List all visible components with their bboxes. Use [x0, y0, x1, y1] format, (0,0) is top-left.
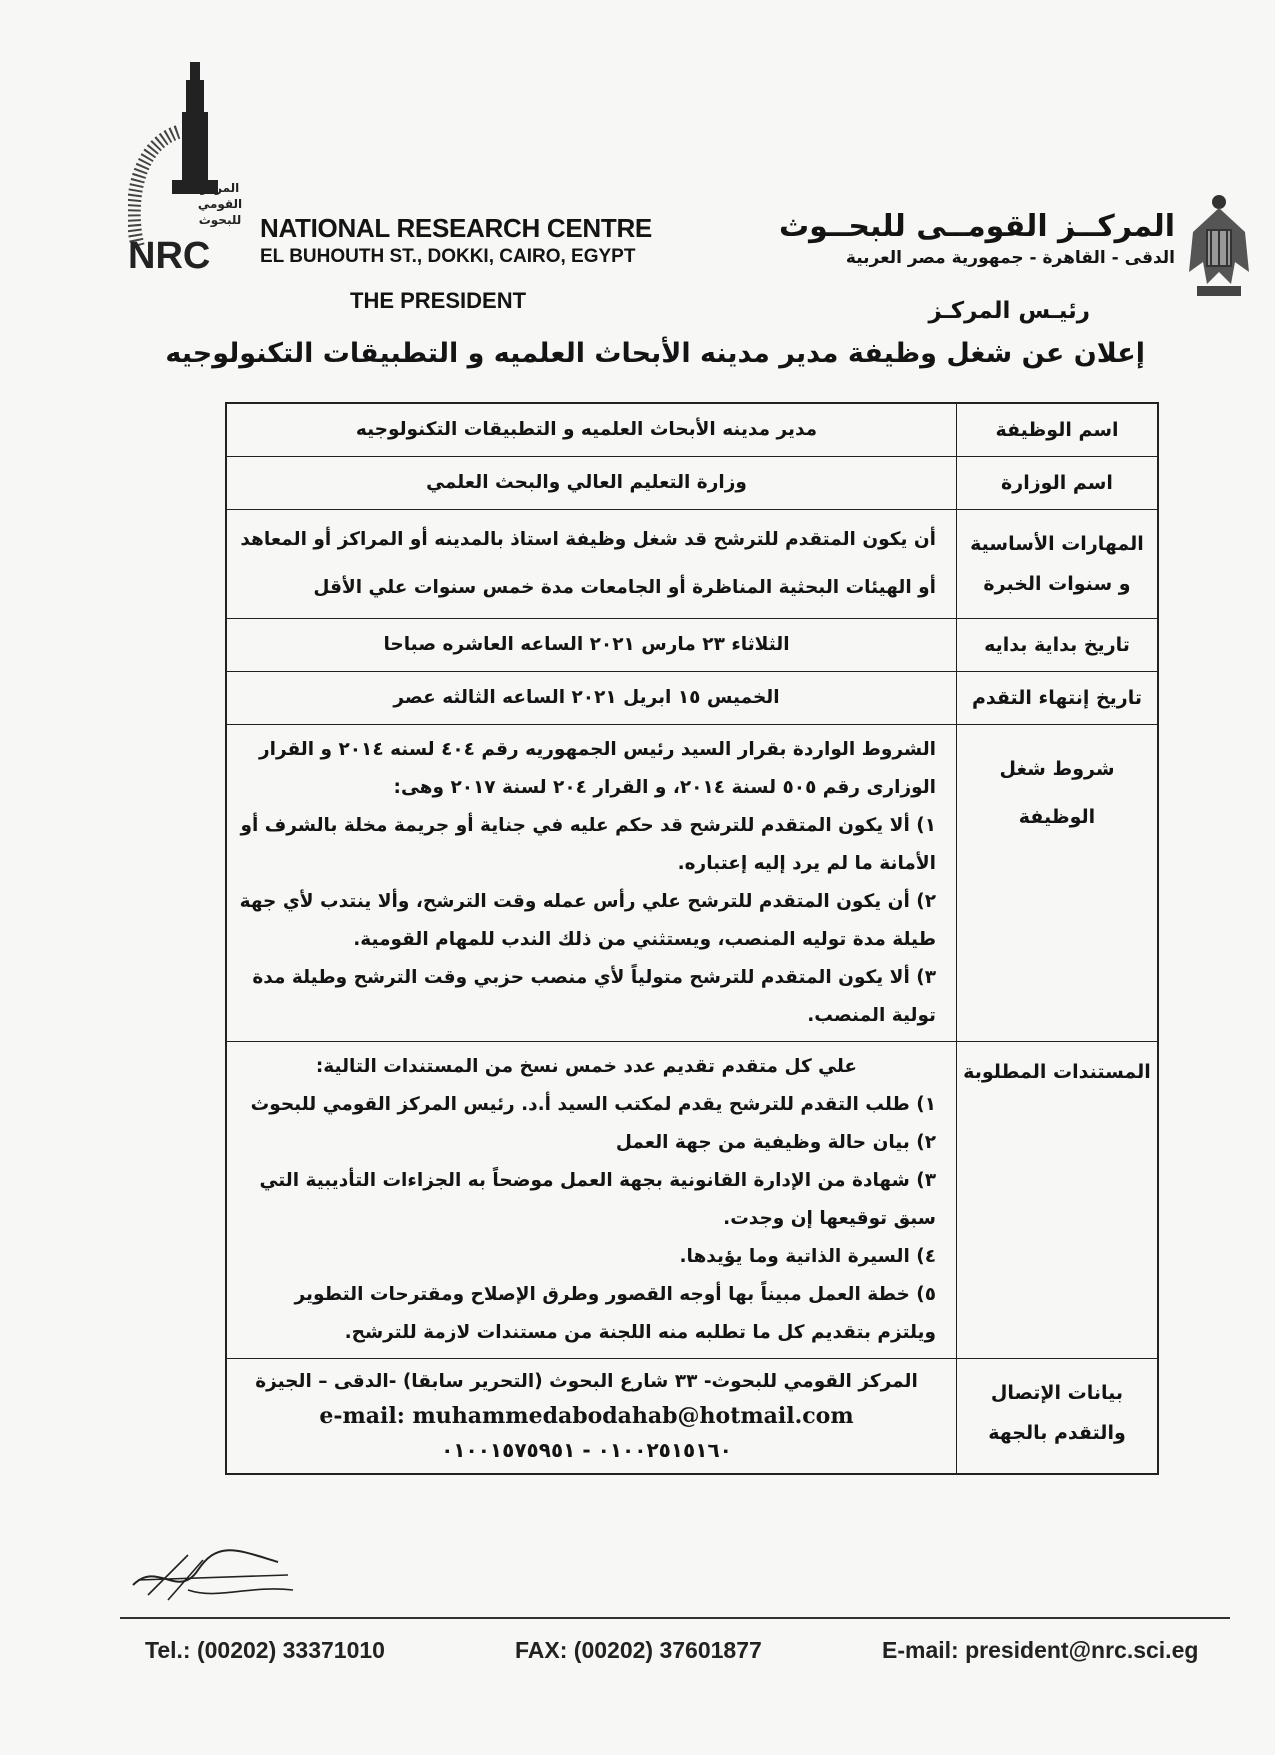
- documents-item-5: ٥) خطة العمل مبيناً بها أوجه القصور وطرق الإصلاح ومقترحات التطوير ويلتزم بتقديم كل ما تطلبه منه اللجنة من مستندات لازمة للترشح.: [294, 1284, 936, 1343]
- nrc-logo: [128, 62, 246, 270]
- value-ministry: وزارة التعليم العالي والبحث العلمي: [226, 457, 957, 510]
- logo-text-2: القومي: [197, 197, 243, 211]
- ar-header: [755, 210, 1175, 272]
- signature: [128, 1540, 298, 1610]
- label-documents: المستندات المطلوبة: [957, 1042, 1159, 1359]
- eagle-emblem-icon: [1183, 192, 1255, 300]
- value-end-date: الخميس ١٥ ابريل ٢٠٢١ الساعه الثالثه عصر: [226, 672, 957, 725]
- label-start-date: تاريخ بداية بدايه: [957, 619, 1159, 672]
- documents-item-4: ٤) السيرة الذاتية وما يؤيدها.: [679, 1246, 936, 1267]
- logo-acronym: NRC: [128, 235, 211, 270]
- documents-item-2: ٢) بيان حالة وظيفية من جهة العمل: [615, 1132, 936, 1153]
- footer-tel: Tel.: (00202) 33371010: [145, 1637, 385, 1663]
- label-skills: المهارات الأساسية و سنوات الخبرة: [957, 510, 1159, 619]
- table-row-start-date: [226, 619, 1158, 672]
- documents-item-3: ٣) شهادة من الإدارة القانونية بجهة العمل موضحاً به الجزاءات التأديبية التي سبق توقيعها إن وجدت.: [259, 1170, 936, 1229]
- table-row-conditions: [226, 725, 1158, 1042]
- en-header: [260, 212, 660, 270]
- footer-divider: [120, 1617, 1230, 1619]
- conditions-intro: الشروط الواردة بقرار السيد رئيس الجمهوريه رقم ٤٠٤ لسنه ٢٠١٤ و القرار الوزارى رقم ٥٠٥ لسنة ٢٠١٤، و القرار ٢٠٤ لسنة ٢٠١٧ وهى:: [258, 739, 936, 798]
- announcement-title: إعلان عن شغل وظيفة مدير مدينه الأبحاث العلميه و التطبيقات التكنولوجيه: [165, 338, 1145, 369]
- value-job-name: مدير مدينه الأبحاث العلميه و التطبيقات التكنولوجيه: [226, 403, 957, 457]
- table-row-end-date: [226, 672, 1158, 725]
- value-conditions: [226, 725, 957, 1042]
- value-contact: [226, 1359, 957, 1475]
- table-row-skills: [226, 510, 1158, 619]
- value-skills: أن يكون المتقدم للترشح قد شغل وظيفة استاذ بالمدينه أو المراكز أو المعاهد أو الهيئات البحثية المناظرة أو الجامعات مدة خمس سنوات علي الأقل: [226, 510, 957, 619]
- job-details-table: [225, 402, 1159, 1475]
- table-row-documents: [226, 1042, 1158, 1359]
- label-conditions: شروط شغل الوظيفة: [957, 725, 1159, 1042]
- en-president: THE PRESIDENT: [350, 288, 527, 313]
- footer-fax: FAX: (00202) 37601877: [515, 1637, 762, 1663]
- label-ministry: اسم الوزارة: [957, 457, 1159, 510]
- contact-email: e-mail: muhammedabodahab@hotmail.com: [319, 1403, 854, 1429]
- conditions-item-3: ٣) ألا يكون المتقدم للترشح متولياً لأي منصب حزبي وقت الترشح وطيلة مدة تولية المنصب.: [252, 967, 936, 1026]
- en-address: EL BUHOUTH ST., DOKKI, CAIRO, EGYPT: [260, 246, 636, 267]
- contact-phones: ٠١٠٠٢٥١٥١٦٠ - ٠١٠٠١٥٧٥٩٥١: [441, 1438, 732, 1462]
- logo-text-1: المركز: [200, 181, 240, 195]
- ar-president: رئيـس المركـز: [928, 298, 1090, 324]
- table-row-ministry: [226, 457, 1158, 510]
- ar-address: الدقى - القاهرة - جمهورية مصر العربية: [845, 248, 1175, 268]
- label-contact: بيانات الإتصال والتقدم بالجهة: [957, 1359, 1159, 1475]
- label-end-date: تاريخ إنتهاء التقدم: [957, 672, 1159, 725]
- logo-text-3: للبحوث: [198, 213, 242, 227]
- label-job-name: اسم الوظيفة: [957, 403, 1159, 457]
- en-title: NATIONAL RESEARCH CENTRE: [260, 213, 652, 243]
- footer-email: E-mail: president@nrc.sci.eg: [882, 1637, 1199, 1663]
- value-start-date: الثلاثاء ٢٣ مارس ٢٠٢١ الساعه العاشره صباحا: [226, 619, 957, 672]
- ar-title: المركــز القومــى للبحــوث: [778, 209, 1175, 244]
- conditions-item-1: ١) ألا يكون المتقدم للترشح قد حكم عليه في جناية أو جريمة مخلة بالشرف أو الأمانة ما لم يرد إليه إعتباره.: [240, 815, 936, 874]
- contact-address: المركز القومي للبحوث- ٣٣ شارع البحوث (التحرير سابقا) -الدقى – الجيزة: [255, 1371, 918, 1392]
- table-row-contact: [226, 1359, 1158, 1475]
- documents-item-1: ١) طلب التقدم للترشح يقدم لمكتب السيد أ.د. رئيس المركز القومي للبحوث: [250, 1094, 936, 1115]
- value-documents: [226, 1042, 957, 1359]
- conditions-item-2: ٢) أن يكون المتقدم للترشح علي رأس عمله وقت الترشح، وألا ينتدب لأي جهة طيلة مدة توليه المنصب، ويستثني من ذلك الندب للمهام القومية.: [239, 891, 936, 950]
- table-row-job-name: [226, 403, 1158, 457]
- documents-intro: علي كل متقدم تقديم عدد خمس نسخ من المستندات التالية:: [315, 1056, 858, 1077]
